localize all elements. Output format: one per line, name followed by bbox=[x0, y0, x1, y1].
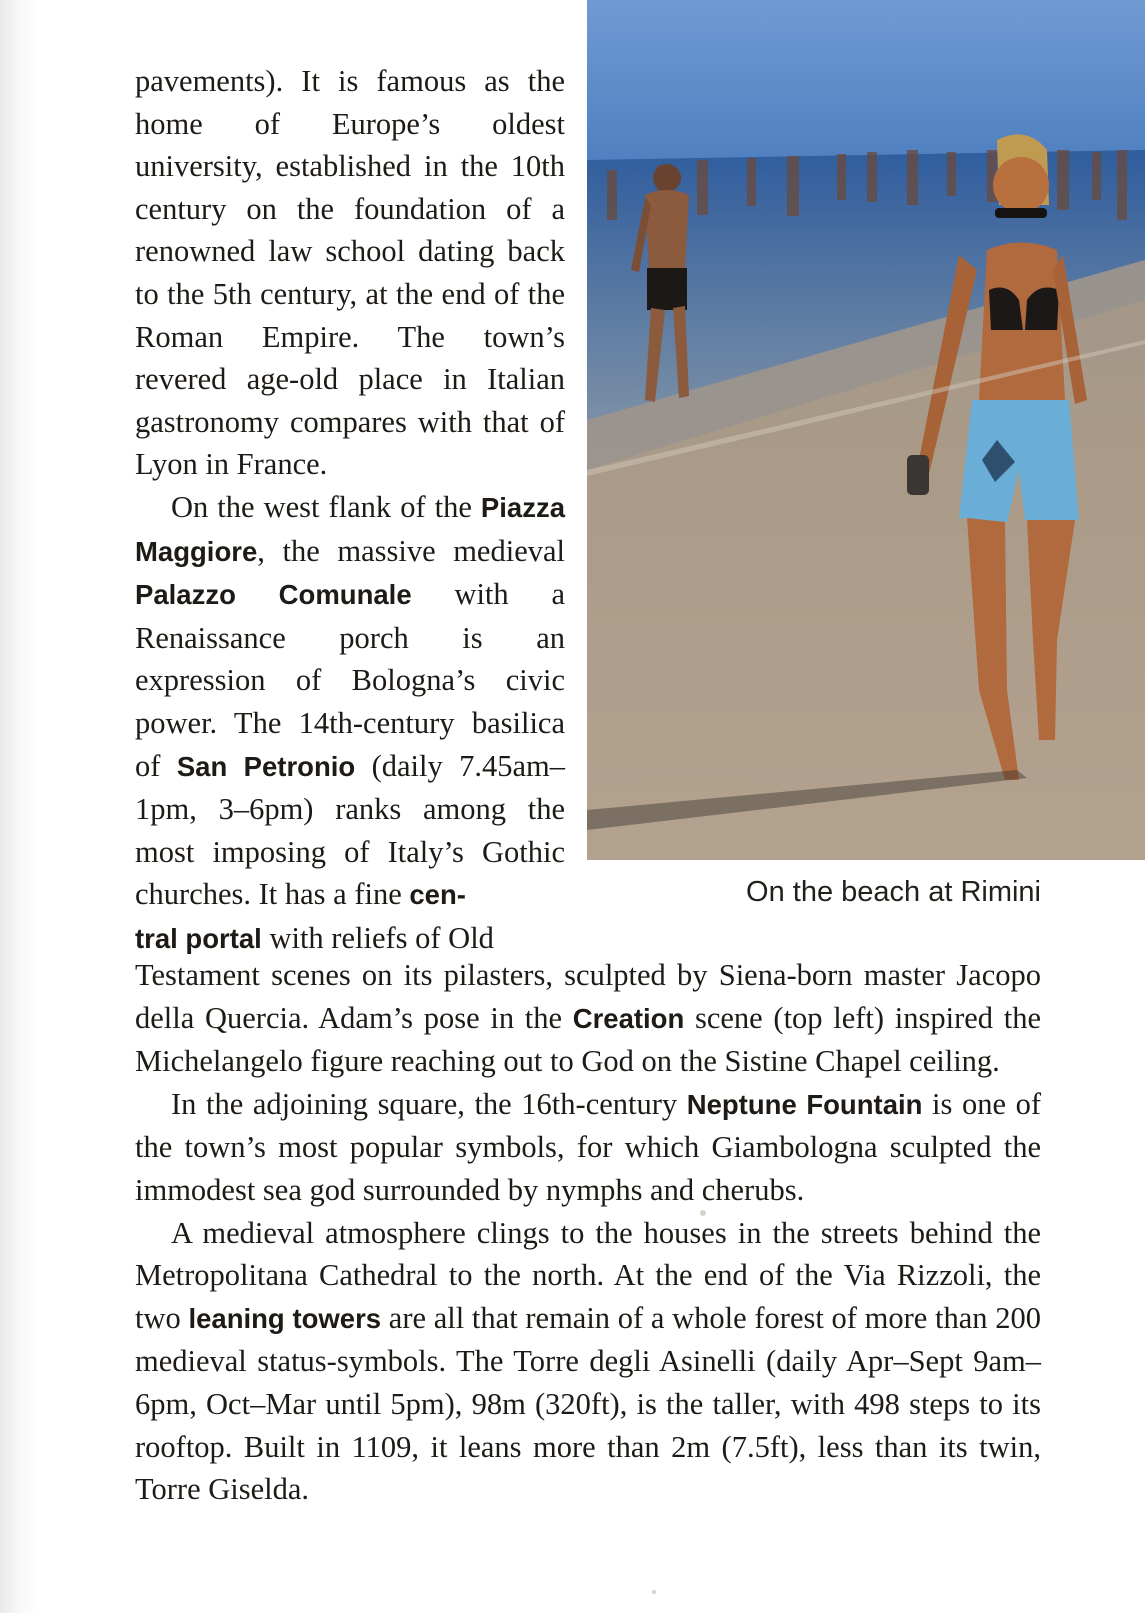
text-run: are all that remain of a whole forest of more than 200 medieval status-symbols. The Torre degli Asinelli (daily Apr–Sept 9am–6pm, Oct–Mar until 5pm), 98m (320ft), is the taller, with 498 steps to its rooftop. Built in 1109, it leans more than 2m (7.5ft), less than its twin, Torre Giselda. bbox=[135, 1300, 1041, 1507]
text-run: with reliefs of Old bbox=[261, 920, 494, 955]
text-run: with a Renaissance porch is an expression of Bologna’s civic power. The 14th-century basilica of bbox=[135, 577, 565, 783]
narrow-text-column bbox=[135, 60, 565, 960]
keyword-central-portal-part1: cen- bbox=[409, 879, 466, 911]
keyword-san-petronio: San Petronio bbox=[176, 750, 356, 782]
wide-text-column bbox=[135, 954, 1041, 1511]
paragraph-university: pavements). It is famous as the home of Europe’s oldest university, established in the 10th century on the foundation of a renowned law school dating back to the 5th century, at the end of the Roman Empire. The town’s revered age-old place in Italian gastronomy compares with that of Lyon in France. bbox=[135, 64, 565, 482]
text-run: , the massive medieval bbox=[257, 533, 565, 568]
keyword-leaning-towers: leaning towers bbox=[188, 1302, 382, 1334]
paper-speck bbox=[652, 1590, 656, 1594]
text-run: In the adjoining square, the 16th-century bbox=[171, 1086, 687, 1121]
text-run: is one of the town’s most popular symbols, for which Giambologna sculpted the immodest sea god surrounded by nymphs and cherubs. bbox=[135, 1086, 1041, 1207]
keyword-creation: Creation bbox=[572, 1002, 685, 1034]
keyword-piazza-maggiore: Piazza Maggiore bbox=[135, 491, 565, 567]
paragraph-piazza-maggiore bbox=[135, 486, 565, 961]
text-run: A medieval atmosphere clings to the houses in the streets behind the Metropolitana Cathedral to the north. At the end of the Via Rizzoli, the two bbox=[135, 1215, 1041, 1335]
text-run: On the west flank of the bbox=[171, 489, 481, 524]
keyword-palazzo-comunale: Palazzo Comunale bbox=[135, 579, 412, 611]
keyword-neptune-fountain: Neptune Fountain bbox=[686, 1088, 923, 1120]
text-run: (daily 7.45am–1pm, 3–6pm) ranks among the most imposing of Italy’s Gothic churches. It has a fine bbox=[135, 748, 565, 912]
keyword-central-portal-part2: tral portal bbox=[135, 922, 262, 954]
text-run: scene (top left) inspired the Michelangelo figure reaching out to God on the Sistine Chapel ceiling. bbox=[135, 1000, 1041, 1079]
text-run: Testament scenes on its pilasters, sculpted by Siena-born master Jacopo della Quercia. Adam’s pose in the bbox=[135, 958, 1041, 1035]
beach-photo bbox=[587, 0, 1145, 860]
paragraph-creation-continued bbox=[135, 954, 1041, 1083]
photo-caption: On the beach at Rimini bbox=[746, 876, 1041, 908]
paragraph-neptune-fountain bbox=[135, 1083, 1041, 1212]
paper-speck bbox=[700, 1210, 706, 1216]
paragraph-leaning-towers bbox=[135, 1212, 1041, 1511]
